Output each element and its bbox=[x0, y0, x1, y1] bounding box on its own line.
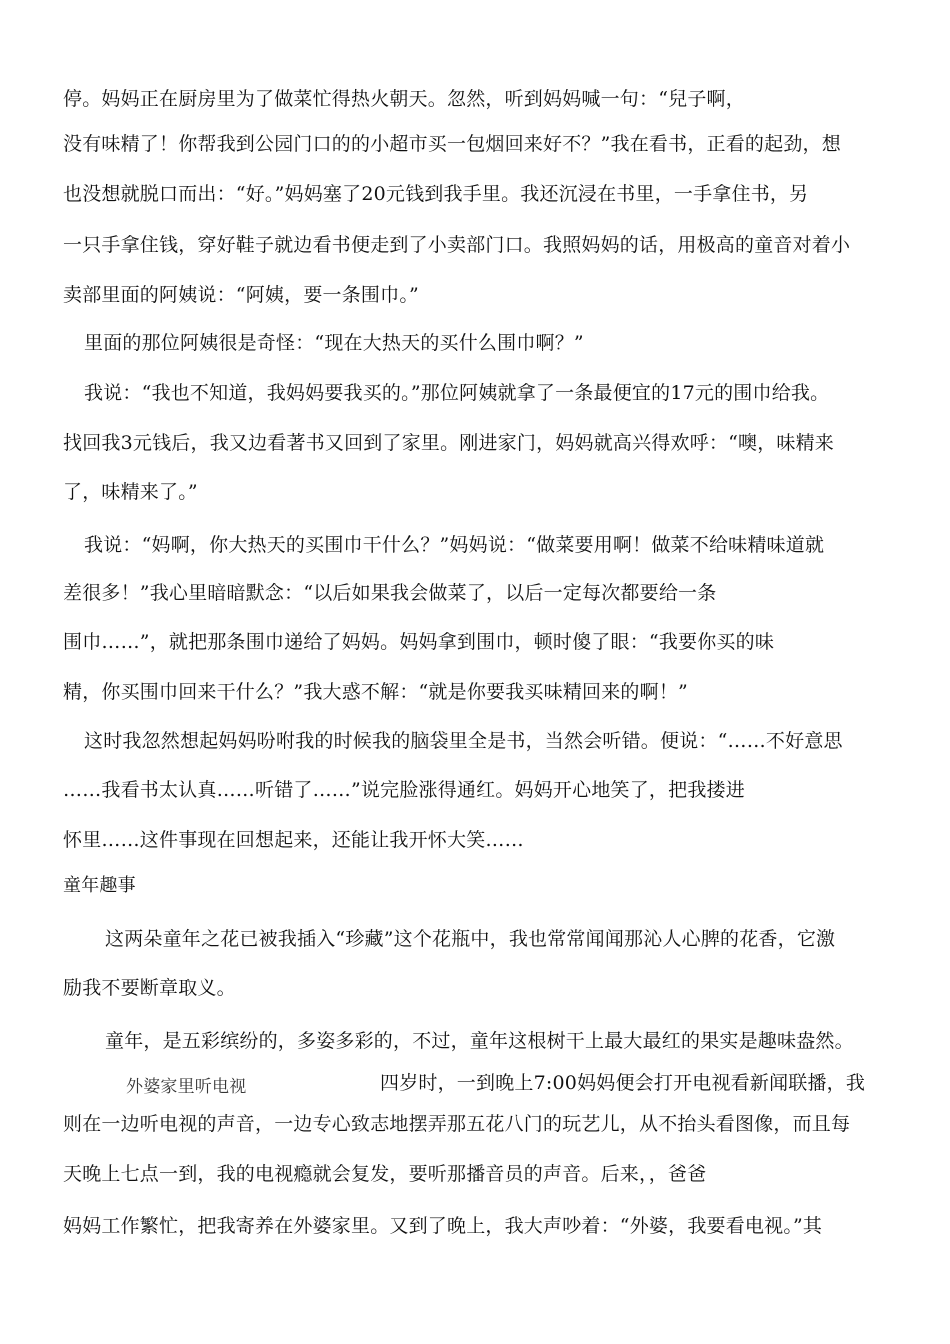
paragraph-line: 妈妈工作繁忙，把我寄养在外婆家里。又到了晚上，我大声吵着：“外婆，我要看电视。”其 bbox=[63, 1215, 823, 1237]
section-title: 童年趣事 bbox=[63, 875, 136, 896]
paragraph-line: 则在一边听电视的声音，一边专心致志地摆弄那五花八门的玩艺儿，从不抬头看图像，而且每 bbox=[63, 1113, 851, 1135]
paragraph-line: 一只手拿住钱，穿好鞋子就边看书便走到了小卖部门口。我照妈妈的话，用极高的童音对着小 bbox=[63, 234, 851, 256]
paragraph-line: 励我不要断章取义。 bbox=[63, 977, 236, 999]
paragraph-line: 找回我3元钱后，我又边看著书又回到了家里。刚进家门，妈妈就高兴得欢呼：“噢，味精来 bbox=[63, 432, 835, 454]
paragraph-line: ……我看书太认真……听错了……”说完脸涨得通红。妈妈开心地笑了，把我搂进 bbox=[63, 779, 745, 801]
paragraph-line: 围巾……”，就把那条围巾递给了妈妈。妈妈拿到围巾，顿时傻了眼：“我要你买的味 bbox=[63, 631, 775, 653]
paragraph-line: 我说：“妈啊，你大热天的买围巾干什么？”妈妈说：“做菜要用啊！做菜不给味精味道就 bbox=[84, 534, 825, 556]
paragraph-line: 差很多！”我心里暗暗默念：“以后如果我会做菜了，以后一定每次都要给一条 bbox=[63, 582, 717, 604]
paragraph-line: 没有味精了！你帮我到公园门口的的小超市买一包烟回来好不？”我在看书，正看的起劲，想 bbox=[63, 133, 841, 155]
paragraph-line: 这时我忽然想起妈妈吩咐我的时候我的脑袋里全是书，当然会听错。便说：“……不好意思 bbox=[84, 730, 843, 752]
paragraph-line: 四岁时，一到晚上7:00妈妈便会打开电视看新闻联播，我 bbox=[380, 1072, 866, 1094]
paragraph-line: 也没想就脱口而出：“好。”妈妈塞了20元钱到我手里。我还沉浸在书里，一手拿住书，另 bbox=[63, 183, 809, 205]
paragraph-line: 我说：“我也不知道，我妈妈要我买的。”那位阿姨就拿了一条最便宜的17元的围巾给我。 bbox=[84, 382, 830, 404]
paragraph-line: 卖部里面的阿姨说：“阿姨，要一条围巾。” bbox=[63, 284, 419, 306]
subsection-title: 外婆家里听电视 bbox=[126, 1077, 247, 1097]
paragraph-line: 精，你买围巾回来干什么？”我大惑不解：“就是你要我买味精回来的啊！” bbox=[63, 681, 688, 703]
paragraph-line: 童年，是五彩缤纷的，多姿多彩的，不过，童年这根树干上最大最红的果实是趣味盎然。 bbox=[105, 1030, 854, 1052]
paragraph-line: 天晚上七点一到，我的电视瘾就会复发，要听那播音员的声音。后来，，爸爸 bbox=[63, 1163, 707, 1185]
paragraph-line: 这两朵童年之花已被我插入“珍藏”这个花瓶中，我也常常闻闻那沁人心脾的花香，它激 bbox=[105, 928, 836, 950]
paragraph-line: 了，味精来了。” bbox=[63, 481, 198, 503]
paragraph-line: 里面的那位阿姨很是奇怪：“现在大热天的买什么围巾啊？” bbox=[84, 332, 584, 354]
paragraph-line: 怀里……这件事现在回想起来，还能让我开怀大笑…… bbox=[63, 829, 524, 851]
paragraph-line: 停。妈妈正在厨房里为了做菜忙得热火朝天。忽然，听到妈妈喊一句：“兒子啊， bbox=[63, 88, 745, 110]
